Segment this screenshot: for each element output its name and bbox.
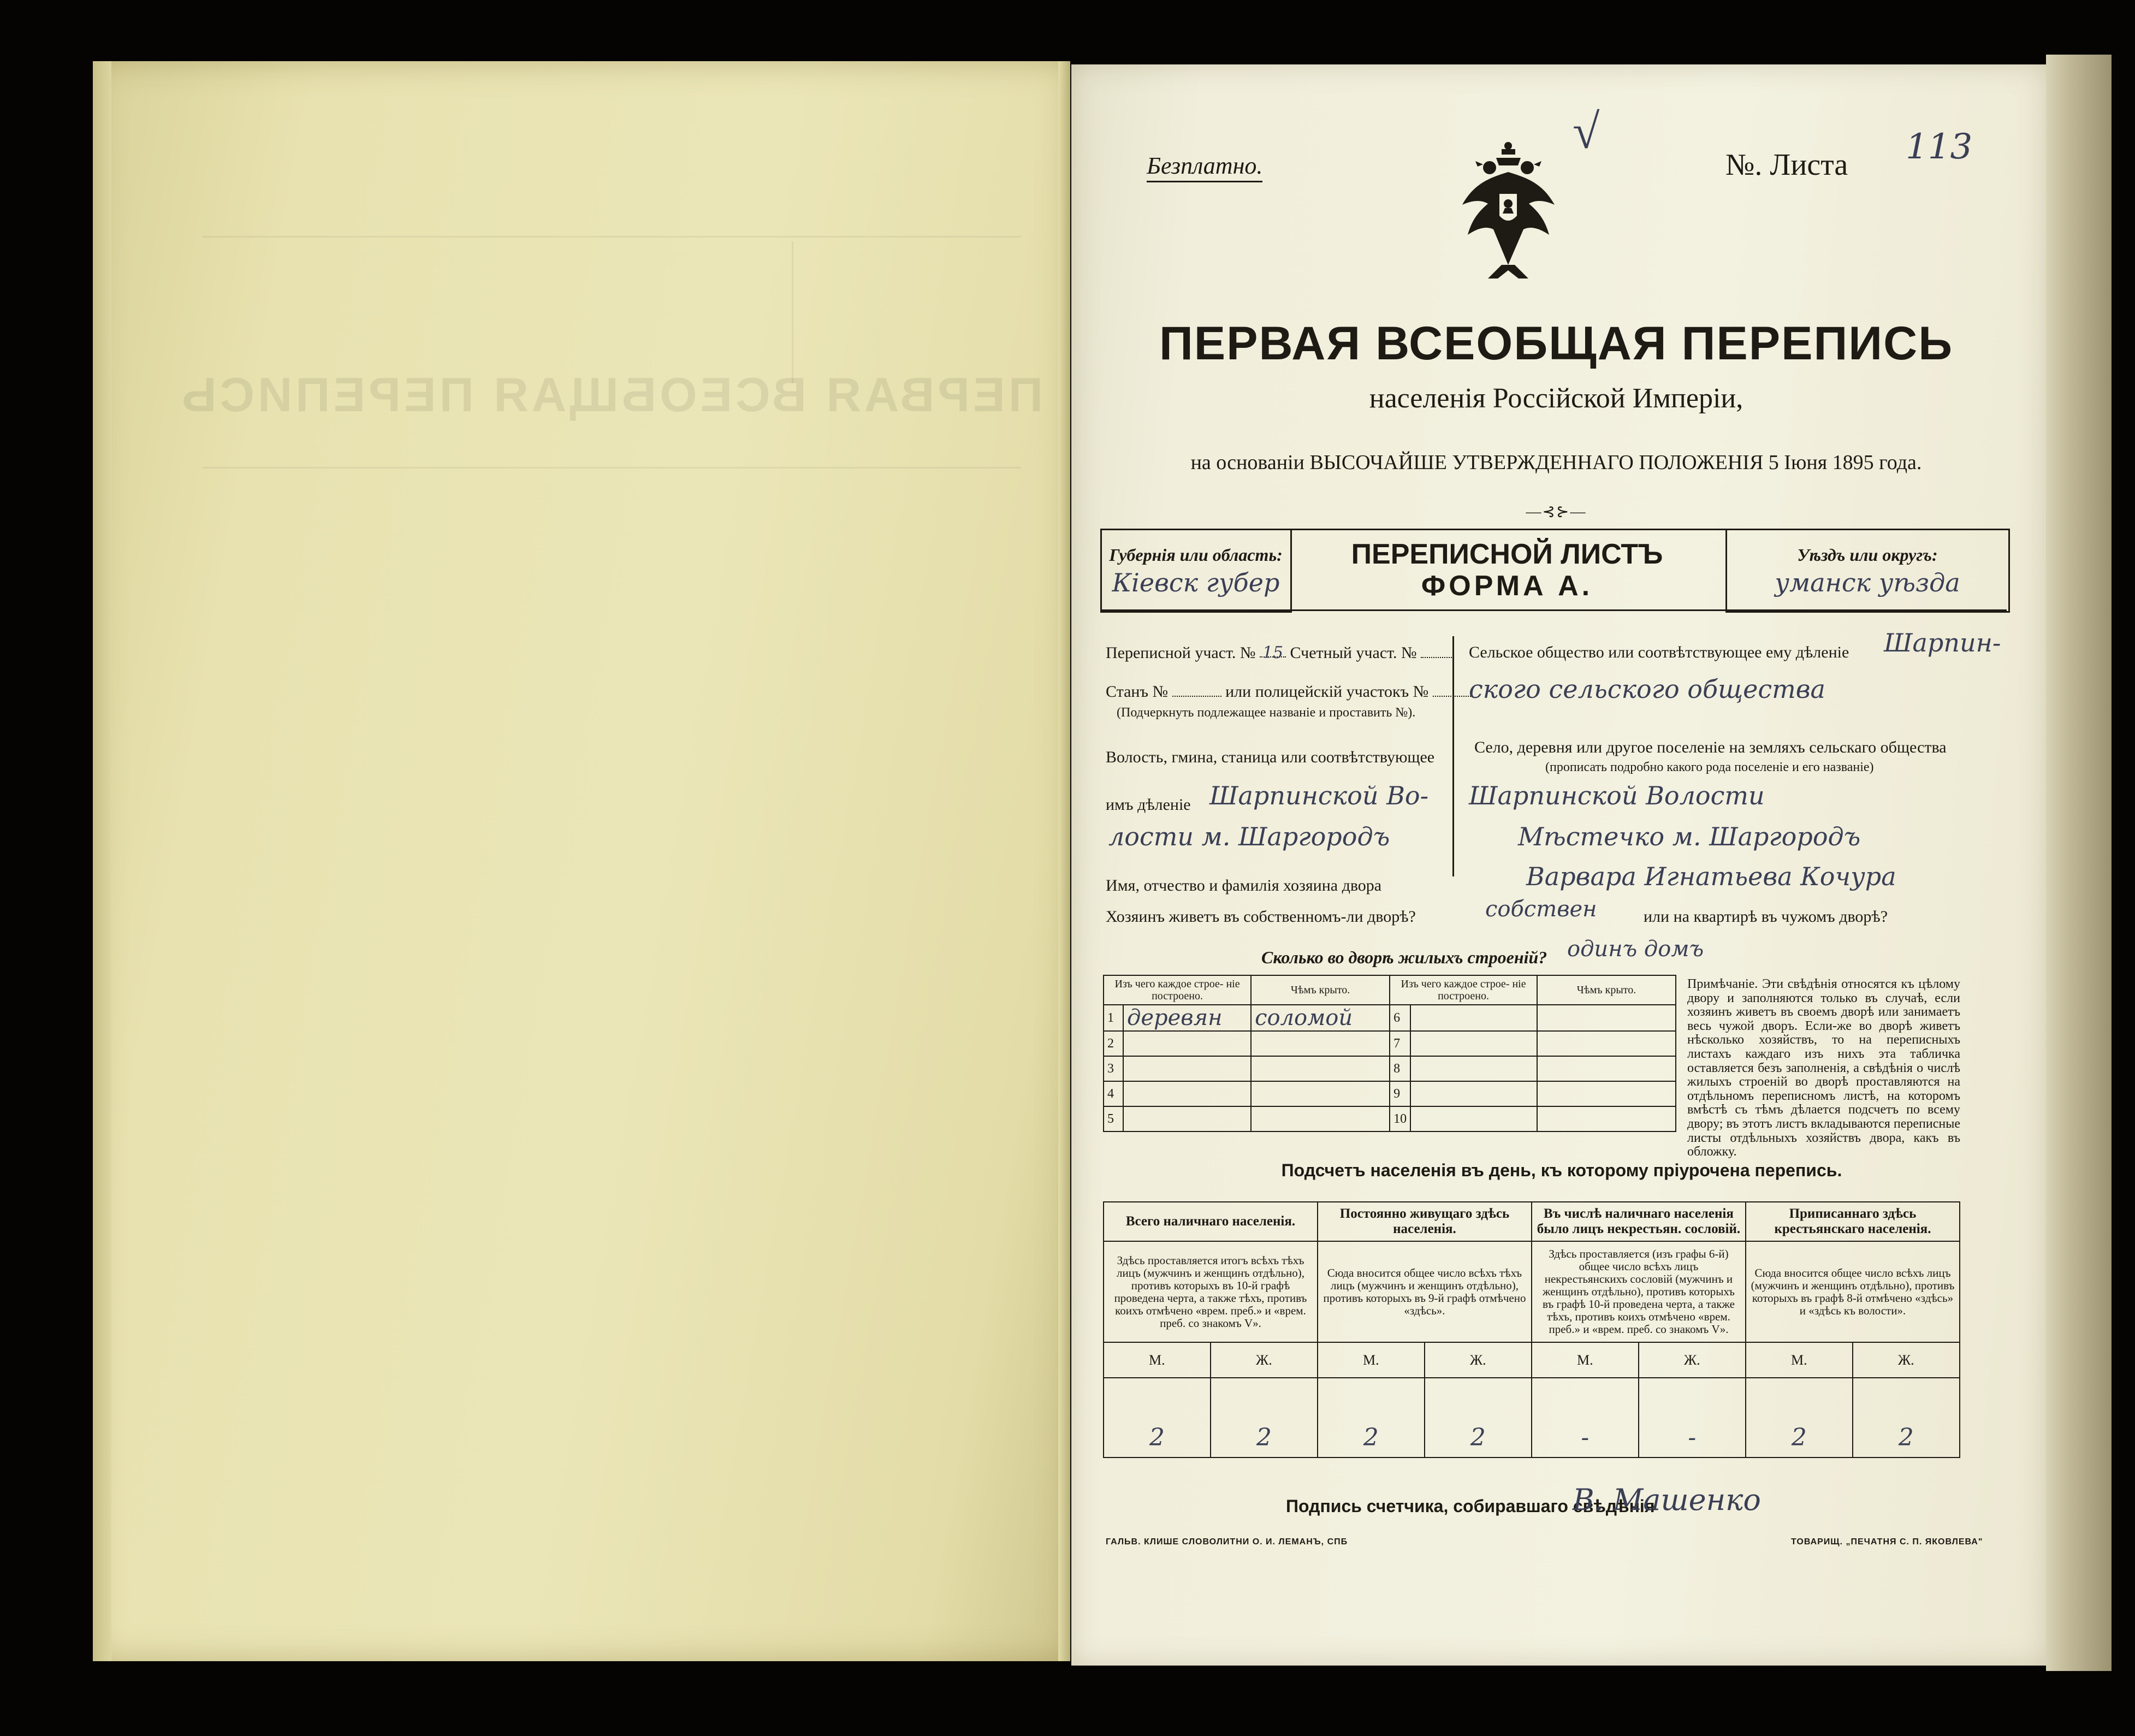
selo-label: Село, деревня или другое поселеніе на земляхъ сельскаго общества [1474, 738, 1947, 756]
row-number: 10 [1390, 1106, 1410, 1131]
table-row [1104, 1081, 1676, 1106]
sex-header-row [1104, 1342, 1960, 1378]
free-label: Безплатно. [1147, 152, 1262, 182]
row-number: 2 [1104, 1031, 1123, 1056]
buildings-table [1103, 975, 1676, 1132]
form-title: ПЕРЕПИСНОЙ ЛИСТЪ [1351, 538, 1663, 570]
left-page [93, 61, 1070, 1661]
schetny-value[interactable] [1421, 644, 1454, 658]
col-material-header-2: Изъ чего каждое строе- ніе построено. [1390, 975, 1537, 1005]
roof-cell[interactable]: соломой [1251, 1005, 1390, 1031]
roof-cell[interactable] [1537, 1005, 1676, 1031]
male-header: М. [1104, 1342, 1211, 1378]
population-title: Подсчетъ населенія въ день, къ которому пріурочена перепись. [1281, 1160, 1842, 1180]
sheet-number-value: 113 [1906, 127, 1973, 167]
col-roof-header-2: Чѣмъ крыто. [1537, 975, 1676, 1005]
volost-field [1106, 796, 1191, 814]
stacked-page-edges [2046, 55, 2112, 1671]
selskoe-value-2[interactable]: ского сельского общества [1469, 674, 1825, 704]
registered-peasant-description: Сюда вносится общее число всѣхъ лицъ (мужчинъ и женщинъ отдѣльно), противъ которыхъ въ графѣ 8-й отмѣчено «здѣсь» и «здѣсь къ волости». [1746, 1241, 1960, 1342]
total-present-header: Всего наличнаго населенія. [1104, 1202, 1318, 1241]
page-title: ПЕРВАЯ ВСЕОБЩАЯ ПЕРЕПИСЬ [1159, 317, 1954, 370]
police-label: или полицейскій участокъ № [1225, 683, 1429, 701]
table-row [1104, 1031, 1676, 1056]
gubernia-value[interactable]: Кіевск губер [1112, 568, 1280, 597]
material-cell[interactable] [1123, 1106, 1251, 1131]
row-number: 1 [1104, 1005, 1123, 1031]
bleed-through-title: ПЕРВАЯ ВСЕОБЩАЯ ПЕРЕПИСЬ [179, 368, 1043, 422]
lives-label: Хозяинъ живетъ въ собственномъ-ли дворѣ? [1106, 908, 1416, 926]
owner-value[interactable]: Варвара Игнатьева Кочура [1526, 862, 1896, 891]
sheet-number-label: №. Листа [1725, 148, 1848, 182]
buildings-label: Сколько во дворѣ жилыхъ строеній? [1261, 947, 1547, 967]
male-header: М. [1318, 1342, 1425, 1378]
volost-label-line-1: Волость, гмина, станица или соотвѣтствующее [1106, 748, 1435, 766]
female-header: Ж. [1639, 1342, 1746, 1378]
population-values-row [1104, 1378, 1960, 1457]
material-cell[interactable]: деревян [1123, 1005, 1251, 1031]
selo-value-1[interactable]: Шарпинской Волости [1469, 781, 1765, 810]
permanent-header: Постоянно живущаго здѣсь населенія. [1318, 1202, 1532, 1241]
population-header-row [1104, 1202, 1960, 1241]
perepisnoy-field [1106, 643, 1454, 662]
population-description-row [1104, 1241, 1960, 1342]
material-cell[interactable] [1410, 1106, 1537, 1131]
table-row [1104, 1005, 1676, 1031]
material-cell[interactable] [1410, 1081, 1537, 1106]
volost-label-line-2: имъ дѣленіе [1106, 796, 1191, 814]
non-peasant-female-value[interactable]: - [1639, 1378, 1746, 1457]
selo-note: (прописать подробно какого рода поселеніе и его названіе) [1545, 760, 1874, 774]
row-number: 8 [1390, 1056, 1410, 1081]
registered-male-value[interactable]: 2 [1746, 1378, 1853, 1457]
stan-field [1106, 683, 1471, 701]
legal-basis-line: на основаніи ВЫСОЧАЙШЕ УТВЕРЖДЕННАГО ПОЛОЖЕНІЯ 5 Іюня 1895 года. [1190, 451, 1922, 474]
police-value[interactable] [1433, 683, 1471, 697]
material-cell[interactable] [1123, 1031, 1251, 1056]
roof-cell[interactable] [1251, 1056, 1390, 1081]
col-material-header: Изъ чего каждое строе- ніе построено. [1104, 975, 1251, 1005]
male-header: М. [1746, 1342, 1853, 1378]
selskoe-label: Сельское общество или соотвѣтствующее ему дѣленіе [1469, 643, 1849, 661]
selskoe-value-1[interactable]: Шарпин- [1884, 628, 2001, 657]
non-peasant-male-value[interactable]: - [1532, 1378, 1639, 1457]
male-header: М. [1532, 1342, 1639, 1378]
row-number: 5 [1104, 1106, 1123, 1131]
bleed-through-rule [792, 241, 793, 383]
total-male-value[interactable]: 2 [1104, 1378, 1211, 1457]
selo-value-2[interactable]: Мѣстечко м. Шаргородъ [1518, 822, 1861, 851]
col-roof-header: Чѣмъ крыто. [1251, 975, 1390, 1005]
female-header: Ж. [1853, 1342, 1960, 1378]
double-headed-eagle-icon [1458, 139, 1559, 281]
total-female-value[interactable]: 2 [1211, 1378, 1318, 1457]
buildings-table-header [1104, 975, 1676, 1005]
material-cell[interactable] [1410, 1005, 1537, 1031]
row-number: 3 [1104, 1056, 1123, 1081]
roof-cell[interactable] [1251, 1081, 1390, 1106]
uezd-value[interactable]: уманск уѣзда [1775, 568, 1960, 597]
form-subtitle: ФОРМА А. [1421, 570, 1593, 602]
row-number: 6 [1390, 1005, 1410, 1031]
perepisnoy-label: Переписной участ. № [1106, 644, 1256, 662]
printer-imprint-right: ТОВАРИЩ. „ПЕЧАТНЯ С. П. ЯКОВЛЕВА" [1791, 1537, 1983, 1547]
check-mark: √ [1573, 105, 1600, 159]
buildings-value[interactable]: одинъ домъ [1567, 937, 1704, 962]
non-peasant-header: Въ числѣ наличнаго населенія было лицъ некрестьян. сословій. [1532, 1202, 1746, 1241]
registered-peasant-header: Приписаннаго здѣсь крестьянскаго населенія. [1746, 1202, 1960, 1241]
permanent-male-value[interactable]: 2 [1318, 1378, 1425, 1457]
volost-value-2[interactable]: лости м. Шаргородъ [1108, 822, 1390, 851]
material-cell[interactable] [1123, 1081, 1251, 1106]
page-edge [1058, 61, 1070, 1661]
total-present-description: Здѣсь проставляется итогъ всѣхъ тѣхъ лицъ (мужчинъ и женщинъ отдѣльно), противъ которыхъ въ 10-й графѣ проведена черта, а также тѣхъ, противъ коихъ отмѣчено «врем. преб.» и «врем. преб. со знакомъ V». [1104, 1241, 1318, 1342]
permanent-female-value[interactable]: 2 [1425, 1378, 1532, 1457]
roof-cell[interactable] [1251, 1031, 1390, 1056]
registered-female-value[interactable]: 2 [1853, 1378, 1960, 1457]
lives-label-2: или на квартирѣ въ чужомъ дворѣ? [1644, 908, 1888, 926]
roof-cell[interactable] [1537, 1106, 1676, 1131]
page-subtitle: населенія Россійской Имперіи, [1369, 383, 1743, 414]
signature-label: Подпись счетчика, собиравшаго свѣдѣнія [1286, 1496, 1655, 1516]
material-cell[interactable] [1410, 1056, 1537, 1081]
stan-note: (Подчеркнуть подлежащее названіе и проставить №). [1117, 706, 1416, 720]
roof-cell[interactable] [1537, 1056, 1676, 1081]
population-table [1103, 1201, 1960, 1458]
uezd-label: Уѣздъ или округъ: [1797, 545, 1938, 565]
row-number: 7 [1390, 1031, 1410, 1056]
stan-label: Станъ № [1106, 683, 1169, 701]
signature-value[interactable]: В. Машенко [1573, 1483, 1761, 1517]
female-header: Ж. [1211, 1342, 1318, 1378]
table-row [1104, 1106, 1676, 1131]
table-row [1104, 1056, 1676, 1081]
bleed-through-lines [202, 236, 1021, 469]
permanent-description: Сюда вносится общее число всѣхъ тѣхъ лицъ (мужчинъ и женщинъ отдѣльно), противъ которыхъ въ 9-й графѣ отмѣчено «здѣсь». [1318, 1241, 1532, 1342]
schetny-label: Счетный участ. № [1290, 644, 1417, 662]
page-fold [93, 61, 111, 1661]
roof-cell[interactable] [1251, 1106, 1390, 1131]
gubernia-label: Губернія или область: [1109, 545, 1283, 565]
female-header: Ж. [1425, 1342, 1532, 1378]
column-divider [1452, 636, 1454, 876]
roof-cell[interactable] [1537, 1081, 1676, 1106]
material-cell[interactable] [1410, 1031, 1537, 1056]
row-number: 4 [1104, 1081, 1123, 1106]
lives-value[interactable]: собствен [1485, 897, 1597, 922]
roof-cell[interactable] [1537, 1031, 1676, 1056]
printer-imprint-left: ГАЛЬВ. КЛИШЕ СЛОВОЛИТНИ О. И. ЛЕМАНЪ, СПБ [1106, 1537, 1348, 1547]
volost-value-1[interactable]: Шарпинской Во- [1209, 781, 1429, 810]
note-paragraph: Примѣчаніе. Эти свѣдѣнія относятся къ цѣлому двору и заполняются только въ случаѣ, если хозяинъ живетъ въ своемъ дворѣ или занимаетъ весь чужой дворъ. Если-же во дворѣ живетъ нѣсколько хозяйствъ, то на переписныхъ листахъ каждаго изъ нихъ эта табличка оставляется безъ заполненія, а свѣдѣнія о числѣ жилыхъ строеній во дворѣ проставляются на отдѣльномъ переписномъ листѣ, на которомъ вмѣстѣ съ тѣмъ дѣлается подсчетъ по всему двору; въ этотъ листъ вкладываются переписные листы отдѣльныхъ хозяйствъ двора, какъ въ обложку. [1687, 977, 1960, 1159]
row-number: 9 [1390, 1081, 1410, 1106]
non-peasant-description: Здѣсь проставляется (изъ графы 6-й) общее число всѣхъ лицъ некрестьянскихъ сословій (мужчинъ и женщинъ отдѣльно), противъ которыхъ въ графѣ 10-й проведена черта, а также тѣхъ, противъ коихъ отмѣчено «врем. преб.» и «врем. преб. со знакомъ V». [1532, 1241, 1746, 1342]
perepisnoy-value[interactable]: 15 [1260, 643, 1286, 657]
owner-label: Имя, отчество и фамилія хозяина двора [1106, 876, 1382, 894]
ornament-divider: —⊰⊱— [1526, 503, 1587, 520]
material-cell[interactable] [1123, 1056, 1251, 1081]
stan-value[interactable] [1172, 683, 1221, 697]
